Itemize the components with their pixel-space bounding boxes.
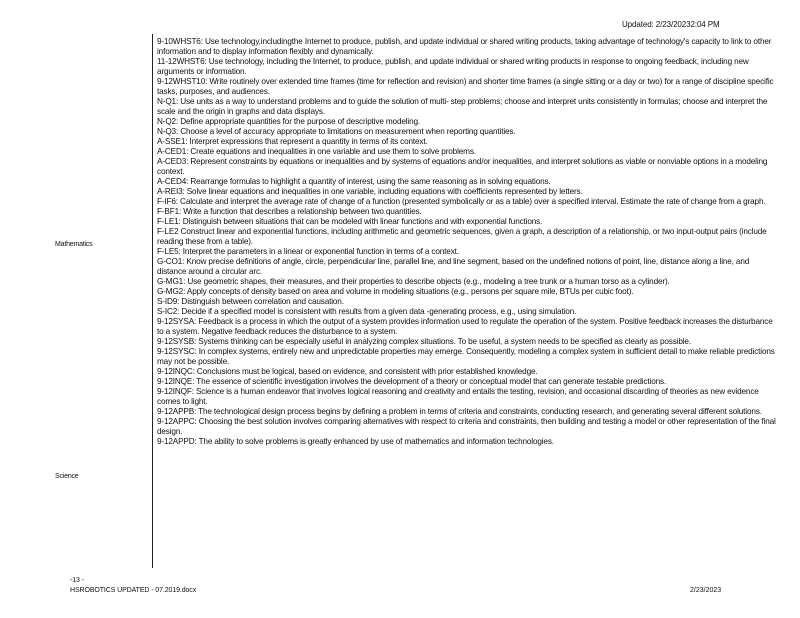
standard-item: G-MG2: Apply concepts of density based on area and volume in modeling situations (e.g., persons per square mile, BTUs per cubic foot). <box>157 287 634 296</box>
standard-item: G-CO1: Know precise definitions of angle, circle, perpendicular line, parallel line, and line segment, based on the undefined notions of point, line, distance along a line, and distance around a circular arc. <box>157 257 750 276</box>
standard-item: S-IC2: Decide if a specified model is consistent with results from a given data -generating process, e.g., using simulation. <box>157 307 577 316</box>
standard-item: 9-12APPD: The ability to solve problems is greatly enhanced by use of mathematics and information technologies. <box>157 437 554 446</box>
standard-item: F-LE2 Construct linear and exponential functions, including arithmetic and geometric sequences, given a graph, a description of a relationship, or two input-output pairs (include reading these from a table). <box>157 227 767 246</box>
standard-item: 9-12SYSC: In complex systems, entirely new and unpredictable properties may emerge. Consequently, modeling a complex system in sufficient detail to make reliable predictions may not be possible. <box>157 347 775 366</box>
standard-item: A-SSE1: Interpret expressions that represent a quantity in terms of its context. <box>157 137 428 146</box>
standard-item: G-MG1: Use geometric shapes, their measures, and their properties to describe objects (e.g., modeling a tree trunk or a human torso as a cylinder). <box>157 277 670 286</box>
standard-item: 9-12SYSA: Feedback is a process in which the output of a system provides information used to regulate the operation of the system. Positive feedback increases the disturbance to a system. Negative feedback reduces the disturbance to a system. <box>157 317 773 336</box>
standard-item: 11-12WHST6: Use technology, including the Internet, to produce, publish, and update individual or shared writing products in response to ongoing feedback, including new arguments or information. <box>157 57 749 76</box>
standard-item: A-CED3: Represent constraints by equations or inequalities and by systems of equations and/or inequalities, and interpret solutions as viable or nonviable options in a modeling context. <box>157 157 768 176</box>
standard-item: A-REI3: Solve linear equations and inequalities in one variable, including equations with coefficients represented by letters. <box>157 187 583 196</box>
standard-item: F-IF6: Calculate and interpret the average rate of change of a function (presented symbolically or as a table) over a specified interval. Estimate the rate of change from a graph. <box>157 197 766 206</box>
footer-date: 2/23/2023 <box>690 587 722 594</box>
document-filename: HSROBOTICS UPDATED - 07.2019.docx <box>70 587 197 594</box>
standard-item: 9-12APPC: Choosing the best solution involves comparing alternatives with respect to criteria and constraints, then building and testing a model or other representation of the final design. <box>157 417 776 436</box>
standard-item: N-Q1: Use units as a way to understand problems and to guide the solution of multi- step problems; choose and interpret units consistently in formulas; choose and interpret the scale and the origin in graphs and data displays. <box>157 97 768 116</box>
standard-item: 9-12APPB: The technological design process begins by defining a problem in terms of criteria and constraints, conducting research, and generating several different solutions. <box>157 407 762 416</box>
standard-item: A-CED1: Create equations and inequalities in one variable and use them to solve problems. <box>157 147 476 156</box>
page-number: -13 - <box>70 577 84 584</box>
subject-label-science: Science <box>55 473 79 480</box>
subject-label-mathematics: Mathematics <box>55 241 93 248</box>
standard-item: 9-12SYSB: Systems thinking can be especially useful in analyzing complex situations. To be useful, a system needs to be specified as clearly as possible. <box>157 337 691 346</box>
standard-item: 9-12WHST10: Write routinely over extended time frames (time for reflection and revision) and shorter time frames (a single sitting or a day or two) for a range of discipline specific tasks, purposes, and audiences. <box>157 77 774 96</box>
standard-item: 9-10WHST6: Use technology,includingthe Internet to produce, publish, and update individual or shared writing products, taking advantage of technology's capacity to link to other information and to display information flexibly and dynamically. <box>157 37 772 56</box>
standard-item: N-Q2: Define appropriate quantities for the purpose of descriptive modeling. <box>157 117 421 126</box>
standard-item: N-Q3: Choose a level of accuracy appropriate to limitations on measurement when reporting quantities. <box>157 127 516 136</box>
standard-item: 9-12INQF: Science is a human endeavor that involves logical reasoning and creativity and entails the testing, revision, and occasional discarding of theories as new evidence comes to light. <box>157 387 759 406</box>
column-divider <box>152 34 153 568</box>
standard-item: 9-12INQC: Conclusions must be logical, based on evidence, and consistent with prior established knowledge. <box>157 367 538 376</box>
standards-list <box>157 37 777 447</box>
standard-item: F-LE5: Interpret the parameters in a linear or exponential function in terms of a context. <box>157 247 459 256</box>
standard-item: F-LE1: Distinguish between situations that can be modeled with linear functions and with exponential functions. <box>157 217 543 226</box>
updated-timestamp: Updated: 2/23/20232:04 PM <box>622 20 720 29</box>
standard-item: S-ID9: Distinguish between correlation and causation. <box>157 297 344 306</box>
standard-item: F-BF1: Write a function that describes a relationship between two quantities. <box>157 207 422 216</box>
standard-item: 9-12INQE: The essence of scientific investigation involves the development of a theory or conceptual model that can generate testable predictions. <box>157 377 667 386</box>
standard-item: A-CED4: Rearrange formulas to highlight a quantity of interest, using the same reasoning as in solving equations. <box>157 177 551 186</box>
